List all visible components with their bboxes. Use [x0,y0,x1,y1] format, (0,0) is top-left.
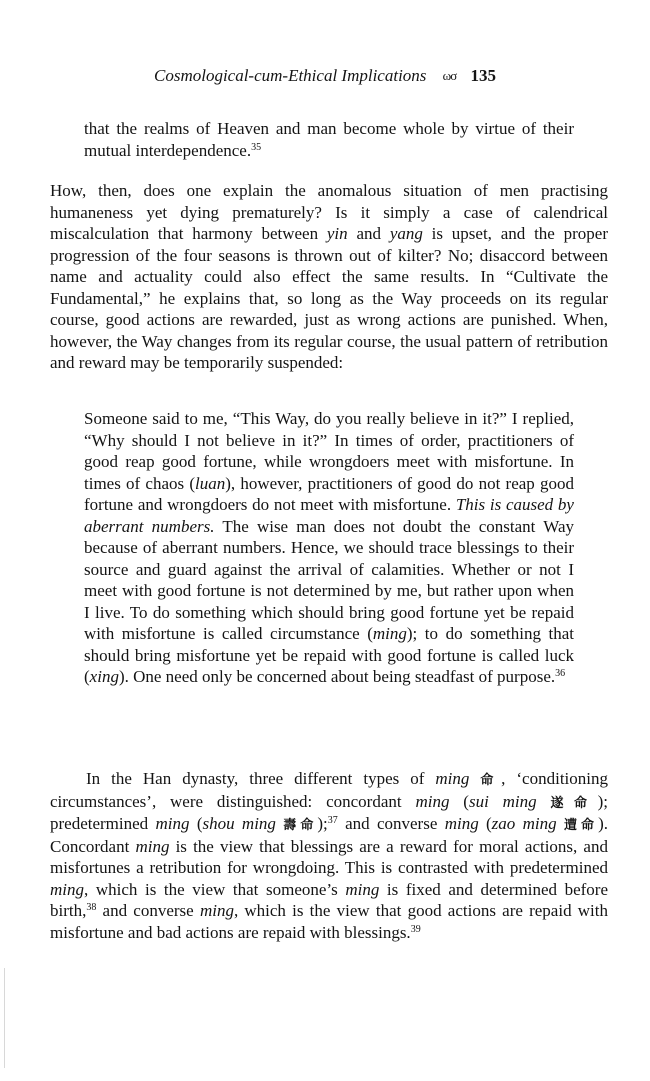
cjk-ming: 命 [480,772,502,787]
text-run: and [347,224,390,243]
text-run: ( [478,814,492,833]
block-quote-top [84,118,574,161]
text-run: ); [317,814,328,833]
term-ming: ming [155,814,190,833]
running-head-title: Cosmological-cum-Ethical Implications [153,66,427,85]
term-sui-ming: sui ming [468,791,537,811]
term-xing: xing [89,667,119,686]
term-ming: ming [50,879,84,899]
text-run: is the view that blessings are a reward for moral actions, and misfortunes a retribution for wrongdoing. This is contrasted with predetermined [50,836,608,877]
text-run: and converse [337,814,445,833]
text-run: , which is the view that someone’s [84,879,346,899]
text-run: ( [189,814,203,833]
term-ming: ming [444,814,479,833]
text-run: is fixed and determined before birth, [50,879,608,920]
term-zao-ming: zao ming [491,814,557,833]
quote-text: that the realms of Heaven and man become whole by virtue of their mutual interdependence. [84,119,574,160]
term-yin: yin [326,224,348,243]
ornament-icon: ωσ [442,68,457,83]
footnote-ref: 38 [86,902,97,913]
text-run: ). One need only be concerned about being steadfast of purpose. [118,667,556,686]
term-shou-ming: shou ming [202,814,276,833]
scan-gutter-line [4,968,5,1068]
paragraph-2 [50,768,608,943]
space [537,792,551,811]
term-luan: luan [194,473,226,493]
emphasis: This is caused by aberrant numbers. [84,495,574,536]
footnote-ref: 39 [410,923,421,935]
text-run: The wise man does not doubt the constant Way because of aberrant numbers. Hence, we should trace blessings to their source and guard against the arrival of calamities. Whether or not I meet with good fortune is not determined by me, but rather upon when I live. To do something which should bring good fortune yet be repaid with misfortune is called circumstance ( [84,516,574,643]
term-ming: ming [345,879,380,899]
text-run: In the Han dynasty, three different types of [86,769,436,788]
cjk-sui-ming: 遂命 [550,794,598,810]
text-run: , which is the view that good actions are repaid with misfortune and bad actions are repaid with blessings. [50,901,608,942]
term-ming: ming [435,769,470,788]
text-run: ); predetermined [50,791,608,833]
text-run: ); to do something that should bring misfortune yet be repaid with good fortune is called luck ( [84,624,574,686]
paragraph-1 [50,180,608,374]
text-run: ), however, practitioners of good do not reap good fortune and wrongdoers do not meet with misfortune. [84,473,574,514]
text-run: Someone said to me, “This Way, do you really believe in it?” I replied, “Why should I not believe in it?” In times of order, practitioners of good reap good fortune, while wrongdoers meet with misfortune. In times of chaos ( [84,409,574,493]
cjk-zao-ming: 遭命 [563,817,599,832]
term-yang: yang [389,224,423,243]
text-run: , ‘conditioning circumstances’, were distinguished: concordant [50,769,608,811]
space [557,814,564,833]
footnote-ref: 35 [251,141,262,153]
term-ming: ming [415,791,450,811]
cjk-shou-ming: 壽命 [283,817,318,832]
text-run: and converse [96,901,200,920]
term-ming: ming [199,901,234,920]
text-run: ( [449,791,469,811]
footnote-ref: 36 [555,668,566,679]
running-head [0,64,650,89]
footnote-ref: 37 [327,815,338,826]
page-number: 135 [470,66,496,85]
text-run: ). Concordant [50,814,608,856]
text-run: is upset, and the proper progression of the four seasons is thrown out of kilter? No; disaccord between name and actuality could also effect the same results. In “Cultivate the Fundamental,” he explains that, so long as the Way proceeds on its regular course, good actions are rewarded, just as wrong actions are punished. When, however, the Way changes from its regular course, the usual pattern of retribution and reward may be temporarily suspended: [50,224,608,372]
term-ming: ming [372,624,407,643]
term-ming: ming [135,836,170,856]
text-run: How, then, does one explain the anomalous situation of men practising humaneness yet dying prematurely? Is it simply a case of calendrical miscalculation that harmony between [50,181,608,243]
block-quote-main [84,408,574,688]
